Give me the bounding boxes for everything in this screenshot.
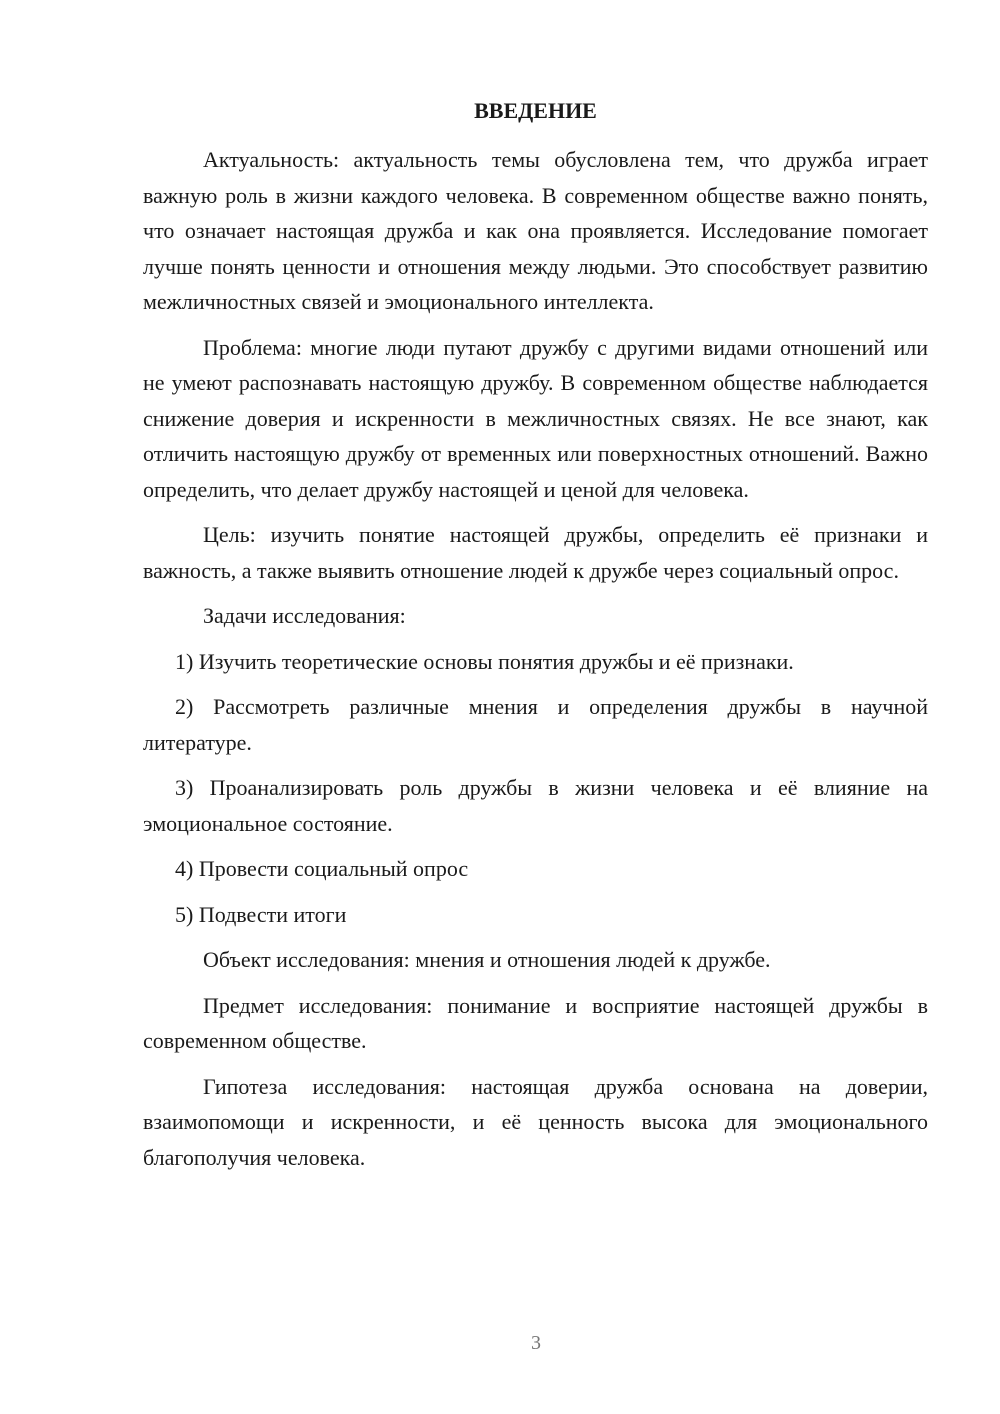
task-item-4: 4) Провести социальный опрос: [175, 856, 469, 881]
page-number: 3: [531, 1332, 541, 1354]
paragraph-subject: Предмет исследования: понимание и восприятие настоящей дружбы в современном обществе.: [143, 992, 928, 1053]
paragraph-object: Объект исследования: мнения и отношения людей к дружбе.: [203, 947, 771, 972]
task-item-2: 2) Рассмотреть различные мнения и определения дружбы в научной литературе.: [143, 694, 928, 755]
document-body: [143, 142, 928, 1185]
task-item-1: 1) Изучить теоретические основы понятия дружбы и её признаки.: [175, 648, 794, 674]
paragraph-goal: Цель: изучить понятие настоящей дружбы, определить её признаки и важность, а также выявить отношение людей к дружбе через социальный опрос.: [143, 522, 928, 583]
paragraph-hypothesis: Гипотеза исследования: настоящая дружба основана на доверии, взаимопомощи и искренности, и её ценность высока для эмоционального благополучия человека.: [143, 1073, 928, 1170]
page-title: ВВЕДЕНИЕ: [474, 98, 597, 123]
task-item-5: 5) Подвести итоги: [175, 901, 347, 927]
paragraph-relevance: Актуальность: актуальность темы обусловлена тем, что дружба играет важную роль в жизни каждого человека. В современном обществе важно понять, что означает настоящая дружба и как она проявляется. Исследование помогает лучше понять ценности и отношения между людьми. Это способствует развитию межличностных связей и эмоционального интеллекта.: [143, 147, 928, 314]
task-item-3: 3) Проанализировать роль дружбы в жизни человека и её влияние на эмоциональное состояние.: [143, 775, 928, 836]
paragraph-problem: Проблема: многие люди путают дружбу с другими видами отношений или не умеют распознавать настоящую дружбу. В современном обществе наблюдается снижение доверия и искренности в межличностных связях. Не все знают, как отличить настоящую дружбу от временных или поверхностных отношений. Важно определить, что делает дружбу настоящей и ценой для человека.: [143, 334, 928, 502]
paragraph-tasks-heading: Задачи исследования:: [203, 603, 406, 628]
